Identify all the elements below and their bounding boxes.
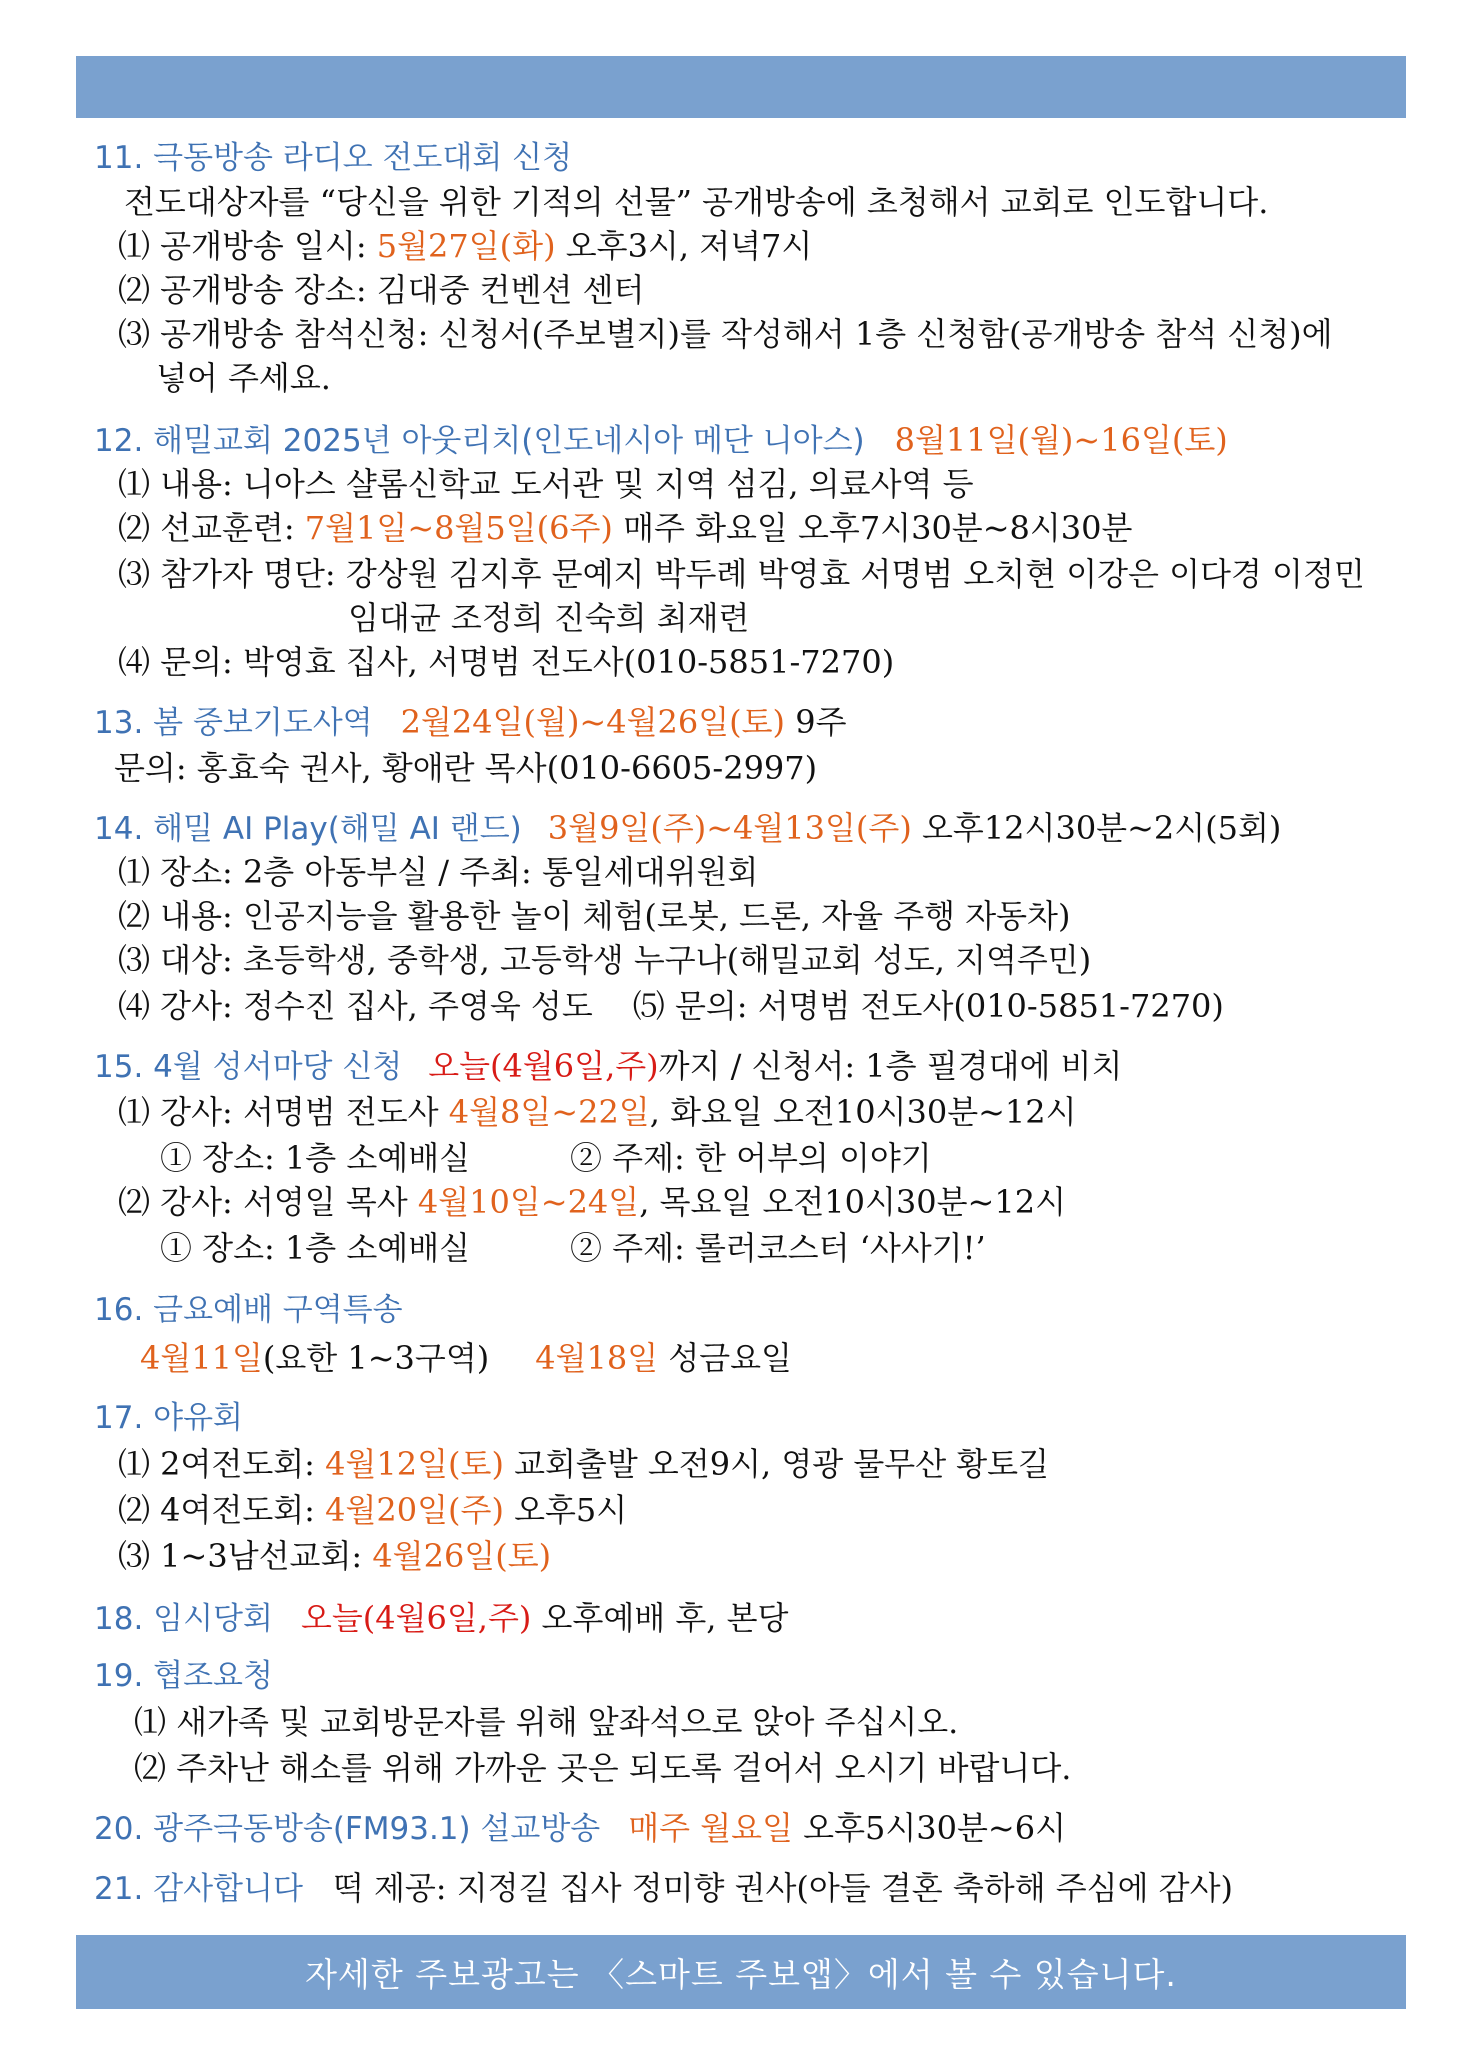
- section-11-item-1: ⑴ 공개방송 일시: 5월27일(화) 오후3시, 저녁7시: [118, 227, 813, 265]
- date-highlight: 5월27일(화): [376, 227, 556, 265]
- section-20-title: 20. 광주극동방송(FM93.1) 설교방송: [94, 1811, 601, 1847]
- section-20-heading: 20. 광주극동방송(FM93.1) 설교방송 매주 월요일 오후5시30분~6시: [94, 1809, 1066, 1847]
- section-15-item-1: ⑴ 강사: 서명범 전도사 4월8일~22일, 화요일 오전10시30분~12시: [118, 1093, 1077, 1131]
- date-highlight: 오늘(4월6일,주): [428, 1047, 659, 1085]
- section-16-title: 16. 금요예배 구역특송: [94, 1292, 403, 1328]
- section-15-title: 15. 4월 성서마당 신청: [94, 1049, 403, 1085]
- section-14-item-5: ⑸ 문의: 서명범 전도사(010-5851-7270): [632, 987, 1224, 1025]
- date-highlight: 4월12일(토): [325, 1445, 504, 1483]
- section-15-heading: 15. 4월 성서마당 신청 오늘(4월6일,주)까지 / 신청서: 1층 필경대에 비치: [94, 1047, 1123, 1085]
- date-highlight: 4월26일(토): [372, 1537, 552, 1575]
- section-14-item-2: ⑵ 내용: 인공지능을 활용한 놀이 체험(로봇, 드론, 자율 주행 자동차): [118, 897, 1071, 935]
- section-19-item-1: ⑴ 새가족 및 교회방문자를 위해 앞좌석으로 앉아 주십시오.: [134, 1703, 959, 1741]
- section-17-item-3: ⑶ 1~3남선교회: 4월26일(토): [118, 1537, 552, 1575]
- section-12-title: 12. 해밀교회 2025년 아웃리치(인도네시아 메단 니아스): [94, 423, 865, 459]
- date-highlight: 오늘(4월6일,주): [300, 1599, 532, 1637]
- section-11-item-3: ⑶ 공개방송 참석신청: 신청서(주보별지)를 작성해서 1층 신청함(공개방송 참석 신청)에: [118, 315, 1333, 353]
- section-15-item-1-topic: ② 주제: 한 어부의 이야기: [570, 1139, 932, 1177]
- section-18-title: 18. 임시당회: [94, 1601, 273, 1637]
- section-14-item-1: ⑴ 장소: 2층 아동부실 / 주최: 통일세대위원회: [118, 853, 759, 891]
- section-15-item-2-topic: ② 주제: 롤러코스터 ‘사사기!’: [570, 1229, 986, 1267]
- section-18-heading: 18. 임시당회 오늘(4월6일,주) 오후예배 후, 본당: [94, 1599, 789, 1637]
- top-banner: [76, 56, 1406, 118]
- section-17-item-1: ⑴ 2여전도회: 4월12일(토) 교회출발 오전9시, 영광 물무산 황토길: [118, 1445, 1050, 1483]
- section-11-item-3-cont: 넣어 주세요.: [156, 359, 331, 397]
- section-13-heading: 13. 봄 중보기도사역 2월24일(월)~4월26일(토) 9주: [94, 703, 847, 741]
- section-13-title: 13. 봄 중보기도사역: [94, 705, 373, 741]
- section-15-item-2: ⑵ 강사: 서영일 목사 4월10일~24일, 목요일 오전10시30분~12시: [118, 1183, 1066, 1221]
- section-11-title: 11. 극동방송 라디오 전도대회 신청: [94, 140, 573, 176]
- section-12-item-2: ⑵ 선교훈련: 7월1일~8월5일(6주) 매주 화요일 오후7시30분~8시30분: [118, 509, 1133, 547]
- section-11-intro: 전도대상자를 “당신을 위한 기적의 선물” 공개방송에 초청해서 교회로 인도합니다.: [124, 183, 1269, 221]
- section-14-heading: 14. 해밀 AI Play(해밀 AI 랜드) 3월9일(주)~4월13일(주) 오후12시30분~2시(5회): [94, 809, 1282, 847]
- section-12-item-3: ⑶ 참가자 명단: 강상원 김지후 문예지 박두례 박영효 서명범 오치현 이강은 이다경 이정민: [118, 555, 1365, 593]
- footer-banner: [76, 1935, 1406, 2009]
- section-17-item-2: ⑵ 4여전도회: 4월20일(주) 오후5시: [118, 1491, 628, 1529]
- date-highlight: 4월18일: [535, 1339, 659, 1377]
- date-highlight: 4월20일(주): [325, 1491, 504, 1529]
- section-17-title: 17. 야유회: [94, 1400, 243, 1436]
- section-14-title: 14. 해밀 AI Play(해밀 AI 랜드): [94, 811, 522, 847]
- section-12-item-1: ⑴ 내용: 니아스 샬롬신학교 도서관 및 지역 섬김, 의료사역 등: [118, 465, 974, 503]
- section-19-title: 19. 협조요청: [94, 1658, 273, 1694]
- section-12-heading: [94, 420, 1228, 461]
- section-21-text: 떡 제공: 지정길 집사 정미향 권사(아들 결혼 축하해 주심에 감사): [332, 1869, 1233, 1907]
- section-15-item-2-place: ① 장소: 1층 소예배실: [160, 1229, 471, 1267]
- date-highlight: 4월8일~22일: [448, 1093, 650, 1131]
- date-highlight: 7월1일~8월5일(6주): [304, 509, 613, 547]
- section-13-item-1: 문의: 홍효숙 권사, 황애란 목사(010-6605-2997): [114, 749, 818, 787]
- section-11-item-2: ⑵ 공개방송 장소: 김대중 컨벤션 센터: [118, 271, 645, 309]
- date-highlight: 8월11일(월)~16일(토): [894, 421, 1228, 459]
- date-highlight: 3월9일(주)~4월13일(주): [547, 809, 912, 847]
- footer-text: 자세한 주보광고는 〈스마트 주보앱〉에서 볼 수 있습니다.: [305, 1954, 1177, 1994]
- section-14-item-4: ⑷ 강사: 정수진 집사, 주영욱 성도 ⑸ 문의: 서명범 전도사(010-5851-7270): [118, 987, 1224, 1025]
- date-highlight: 4월11일: [140, 1339, 263, 1377]
- date-highlight: 2월24일(월)~4월26일(토): [400, 703, 786, 741]
- section-12-item-4: ⑷ 문의: 박영효 집사, 서명범 전도사(010-5851-7270): [118, 643, 895, 681]
- section-21-title: 21. 감사합니다: [94, 1871, 303, 1907]
- date-highlight: 매주 월요일: [628, 1809, 793, 1847]
- section-14-item-3: ⑶ 대상: 초등학생, 중학생, 고등학생 누구나(해밀교회 성도, 지역주민): [118, 941, 1092, 979]
- section-15-item-1-place: ① 장소: 1층 소예배실: [160, 1139, 471, 1177]
- section-19-item-2: ⑵ 주차난 해소를 위해 가까운 곳은 되도록 걸어서 오시기 바랍니다.: [134, 1749, 1072, 1787]
- section-12-item-3-cont: 임대균 조정희 진숙희 최재련: [348, 599, 750, 637]
- section-16-item: 4월11일(요한 1~3구역) 4월18일 성금요일: [140, 1339, 792, 1377]
- section-21-heading: [94, 1868, 1233, 1909]
- date-highlight: 4월10일~24일: [417, 1183, 640, 1221]
